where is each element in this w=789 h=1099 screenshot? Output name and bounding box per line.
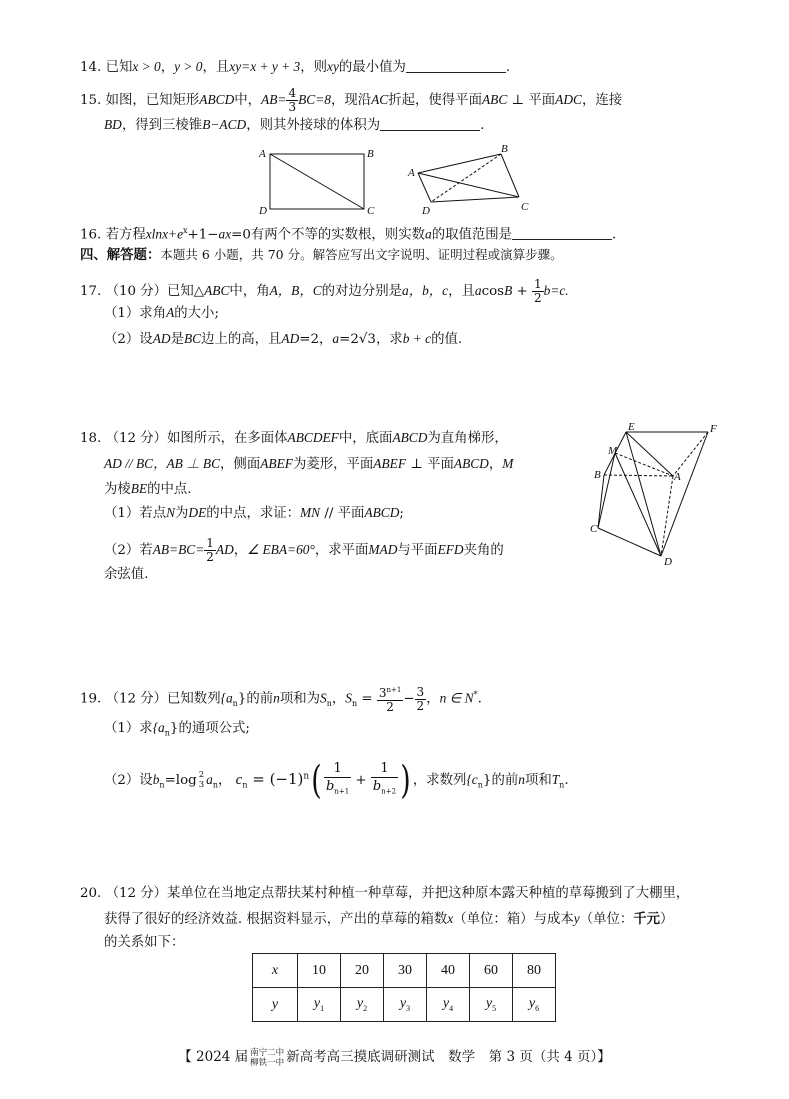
question-20-line-3: 的关系如下： xyxy=(104,935,185,950)
fraction: $\frac{3}{2}$ xyxy=(416,684,425,713)
table-row xyxy=(253,988,556,1022)
question-number: 15. xyxy=(80,93,102,108)
question-number: 19. xyxy=(80,691,102,707)
data-table xyxy=(252,953,556,1022)
question-number: 16. xyxy=(80,227,102,243)
answer-blank xyxy=(512,226,612,240)
label-A: A xyxy=(674,471,681,483)
table-row xyxy=(253,954,556,988)
label-A: A xyxy=(408,167,415,179)
question-18-line-1: 18. （12 分）如图所示，在多面体ABCDEF中，底面ABCD为直角梯形， xyxy=(80,430,508,446)
question-number: 18. xyxy=(80,431,102,446)
table-cell: 30 xyxy=(384,954,427,988)
table-header-y: y xyxy=(253,988,298,1022)
label-F: F xyxy=(710,423,717,435)
fraction: $\frac{1}{b_{n+2}}$ xyxy=(372,761,397,796)
school-names: 南宁二中 柳铁一中 xyxy=(250,1047,285,1068)
question-17-part-2: （2）设AD是BC边上的高，且AD=2，a=2√3，求b + c的值. xyxy=(104,331,463,347)
answer-blank xyxy=(406,59,506,73)
label-E: E xyxy=(628,421,635,433)
fraction: $\frac{1}{2}$ xyxy=(533,277,542,305)
label-D: D xyxy=(664,556,672,568)
table-cell: 10 xyxy=(298,954,341,988)
label-D: D xyxy=(259,205,267,217)
question-number: 20. xyxy=(80,886,102,901)
question-16: 16. 若方程$xlnx+e^x+1-ax=0$有两个不等的实数根，则实数a的取值范围是 . xyxy=(80,226,617,243)
right-paren: ) xyxy=(400,758,411,803)
question-14: 14. 已知x > 0，y > 0，且xy=x + y + 3，则xy的最小值为 . xyxy=(80,59,511,75)
fraction: $\frac{4}{3}$ xyxy=(288,86,297,114)
question-18-part-1: （1）若点N为DE的中点，求证：MN // 平面ABCD; xyxy=(104,505,404,521)
label-B: B xyxy=(501,143,508,155)
table-cell: $y_3$ xyxy=(384,988,427,1022)
rectangle-figure xyxy=(258,148,375,217)
left-paren: ( xyxy=(311,758,322,803)
fraction: $\frac{3^{n+1}}{2}$ xyxy=(378,686,402,714)
q15-figures xyxy=(255,142,545,222)
question-18-part-2-cont: 余弦值. xyxy=(104,567,149,582)
answer-blank xyxy=(380,117,480,131)
question-15-line-2: BD，得到三棱锥B−ACD，则其外接球的体积为 . xyxy=(104,117,485,133)
section-heading: 四、解答题：本题共 6 小题，共 70 分。解答应写出文字说明、证明过程或演算步骤。 xyxy=(80,247,563,263)
table-cell: $y_5$ xyxy=(470,988,513,1022)
table-header-x: x xyxy=(253,954,298,988)
label-B: B xyxy=(367,148,374,160)
fraction: $\frac{1}{b_{n+1}}$ xyxy=(326,761,350,796)
question-20-line-1: 20. （12 分）某单位在当地定点帮扶某村种植一种草莓，并把这种原本露天种植的草莓搬到了大棚里， xyxy=(80,886,690,901)
label-B: B xyxy=(594,469,601,481)
question-number: 14. xyxy=(80,60,102,75)
label-C: C xyxy=(521,201,529,213)
page-footer: 【 2024 届 南宁二中 柳铁一中 新高考高三摸底调研测试 数学 第 3 页（共 4 页）】 xyxy=(178,1047,611,1068)
question-18-line-3: 为棱BE的中点. xyxy=(104,481,192,497)
table-cell: $y_6$ xyxy=(513,988,556,1022)
table-cell: $y_2$ xyxy=(341,988,384,1022)
question-17-part-1: （1）求角A的大小; xyxy=(104,305,219,321)
label-C: C xyxy=(590,523,598,535)
question-18-part-2: （2）若AB=BC= $\frac{1}{2}$ AD，∠ EBA=60°，求平面MAD与平面EFD夹角的 xyxy=(104,536,504,564)
folded-tetrahedron-figure xyxy=(407,143,529,217)
q18-polyhedron-figure xyxy=(588,418,728,578)
table-cell: $y_4$ xyxy=(427,988,470,1022)
label-D: D xyxy=(422,205,430,217)
label-A: A xyxy=(259,148,266,160)
question-19-line-1: 19. （12 分）已知数列$\{a_n\}$的前n项和为$S_n$，$S_n$ = $\frac{3^{n+1}}{2}$ − $\frac{3}{2}$ ，n ∈ N*. xyxy=(80,684,482,714)
table-cell: $y_1$ xyxy=(298,988,341,1022)
table-cell: 40 xyxy=(427,954,470,988)
table-cell: 20 xyxy=(341,954,384,988)
label-M: M xyxy=(608,445,618,457)
question-20-line-2: 获得了很好的经济效益. 根据资料显示，产出的草莓的箱数x（单位：箱）与成本y（单位：千元） xyxy=(104,911,674,927)
fraction: $\frac{1}{2}$ xyxy=(206,536,214,564)
question-number: 17. xyxy=(80,284,102,299)
table-cell: 80 xyxy=(513,954,556,988)
question-17-line-1: 17. （10 分）已知△ABC中，角A，B，C的对边分别是a，b，c，且acosB + $\frac{1}{2}$ b=c. xyxy=(80,277,569,305)
question-18-line-2: AD // BC，AB ⊥ BC，侧面ABEF为菱形，平面ABEF ⊥ 平面ABCD，M xyxy=(104,456,514,472)
label-C: C xyxy=(367,205,375,217)
question-19-part-1: （1）求$\{a_n\}$的通项公式; xyxy=(104,720,250,738)
question-15-line-1: 15. 如图，已知矩形ABCD中，AB= $\frac{4}{3}$ BC=8，现沿AC折起，使得平面ABC ⊥ 平面ADC，连接 xyxy=(80,86,623,114)
table-cell: 60 xyxy=(470,954,513,988)
question-19-part-2: （2）设$b_n=\log$ 2 3 $a_n$， $c_n = (-1)^n$( $\frac{1}{b_{n+1}}$ + $\frac{1}{b_{n+2}}$ ) ，求数列$\{c_n\}$的前n项和$T_n$. xyxy=(104,758,569,803)
